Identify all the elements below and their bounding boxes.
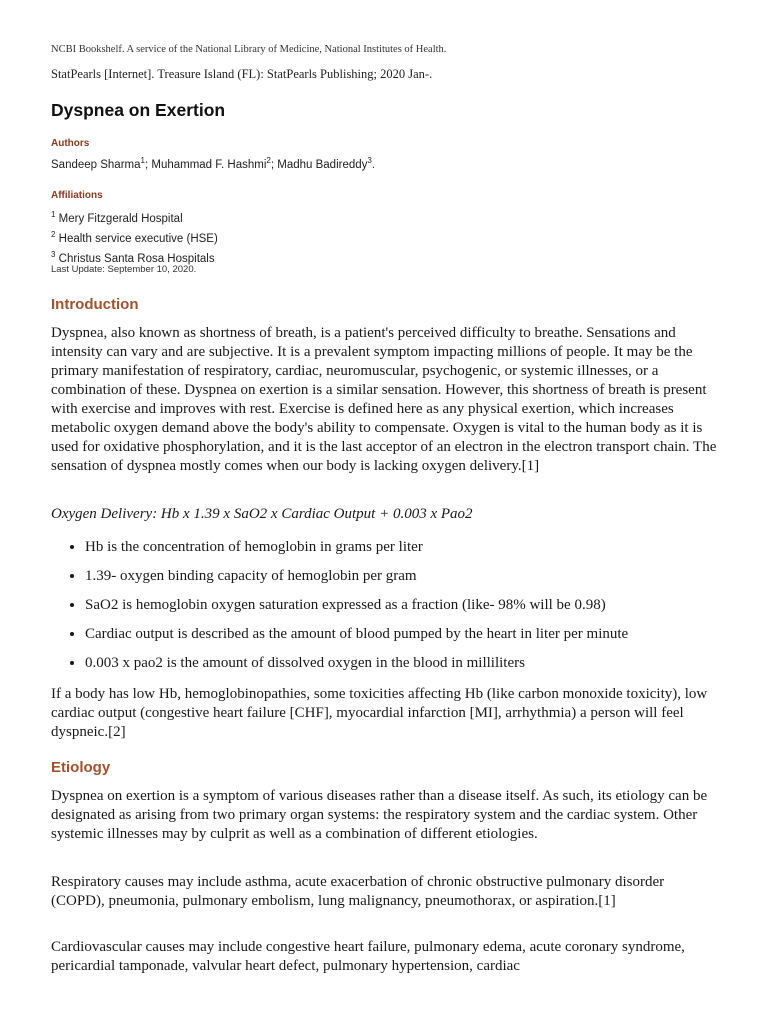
citation-line: StatPearls [Internet]. Treasure Island (FL): StatPearls Publishing; 2020 Jan-. xyxy=(51,67,433,81)
section-heading-etiology: Etiology xyxy=(51,759,111,776)
author-affil-sup: 1 xyxy=(140,156,145,165)
list-item: • SaO2 is hemoglobin oxygen saturation expressed as a fraction (like- 98% will be 0.98) xyxy=(85,596,735,625)
affiliation-item: $^1$ Mery Fitzgerald Hospital xyxy=(51,210,183,225)
author-affil-sup: 2 xyxy=(266,156,271,165)
author-link[interactable]: Sandeep Sharma xyxy=(51,158,141,171)
formula-terms-list xyxy=(51,538,735,683)
reference-link[interactable]: [1] xyxy=(598,893,616,909)
last-update: Last Update: September 10, 2020. xyxy=(51,264,197,275)
authors-list: Sandeep Sharma$^1$; Muhammad F. Hashmi$^2$; Madhu Badireddy$^3$. xyxy=(51,156,376,171)
list-item: • Hb is the concentration of hemoglobin in grams per liter xyxy=(85,538,735,567)
reference-link[interactable]: [1] xyxy=(521,458,540,474)
list-item: • 1.39- oxygen binding capacity of hemoglobin per gram xyxy=(85,567,735,596)
author-link[interactable]: Muhammad F. Hashmi xyxy=(151,158,267,171)
oxygen-delivery-formula: Oxygen Delivery: Hb x 1.39 x SaO2 x Cardiac Output + 0.003 x Pao2 xyxy=(51,506,473,522)
etiology-paragraph-2: Respiratory causes may include asthma, acute exacerbation of chronic obstructive pulmonary disorder (COPD), pneumonia, pulmonary embolism, lung malignancy, pneumothorax, or aspiration.[1] xyxy=(51,874,665,909)
section-heading-introduction: Introduction xyxy=(51,296,139,313)
list-item: • 0.003 x pao2 is the amount of dissolved oxygen in the blood in milliliters xyxy=(85,654,735,683)
intro-paragraph: Dyspnea, also known as shortness of breath, is a patient's perceived difficulty to breathe. Sensations and intensity can vary and are subjective. It is a prevalent symptom impacting millions of people. It may be the primary manifestation of respiratory, cardiac, neuromuscular, psychogenic, or systemic illnesses, or a combination of these. Dyspnea on exertion is a similar sensation. However, this shortness of breath is present with exercise and improves with rest. Exercise is defined here as any physical exertion, which increases metabolic oxygen demand above the body's ability to compensate. Oxygen is vital to the human body as it is used for oxidative phosphorylation, and it is the last acceptor of an electron in the electron transport chain. The sensation of dyspnea mostly comes when our body is lacking oxygen delivery.[1] xyxy=(51,325,717,474)
affiliation-item: $^2$ Health service executive (HSE) xyxy=(51,229,218,245)
reference-link[interactable]: [2] xyxy=(108,724,126,740)
page-title: Dyspnea on Exertion xyxy=(51,100,226,120)
affiliations-label: Affiliations xyxy=(51,190,103,201)
etiology-paragraph: Dyspnea on exertion is a symptom of various diseases rather than a disease itself. As such, its etiology can be designated as arising from two primary organ systems: the respiratory system and the cardiac system. Other systemic illnesses may by culprit as well as a combination of different etiologies. xyxy=(51,788,708,842)
author-link[interactable]: Madhu Badireddy xyxy=(277,158,368,171)
authors-label: Authors xyxy=(51,138,90,149)
affiliations-list xyxy=(51,207,218,266)
etiology-paragraph-3: Cardiovascular causes may include congestive heart failure, pulmonary edema, acute coronary syndrome, pericardial tamponade, valvular heart defect, pulmonary hypertension, cardiac xyxy=(51,939,685,974)
author-affil-sup: 3 xyxy=(367,156,372,165)
source-line: NCBI Bookshelf. A service of the National Library of Medicine, National Institutes of Health. xyxy=(51,44,447,55)
intro-paragraph-2: If a body has low Hb, hemoglobinopathies, some toxicities affecting Hb (like carbon monoxide toxicity), low cardiac output (congestive heart failure [CHF], myocardial infarction [MI], arrhythmia) a person will feel dyspneic.[2] xyxy=(51,686,708,740)
affiliation-item: $^3$ Christus Santa Rosa Hospitals xyxy=(51,249,215,265)
list-item: • Cardiac output is described as the amount of blood pumped by the heart in liter per minute xyxy=(85,625,735,654)
